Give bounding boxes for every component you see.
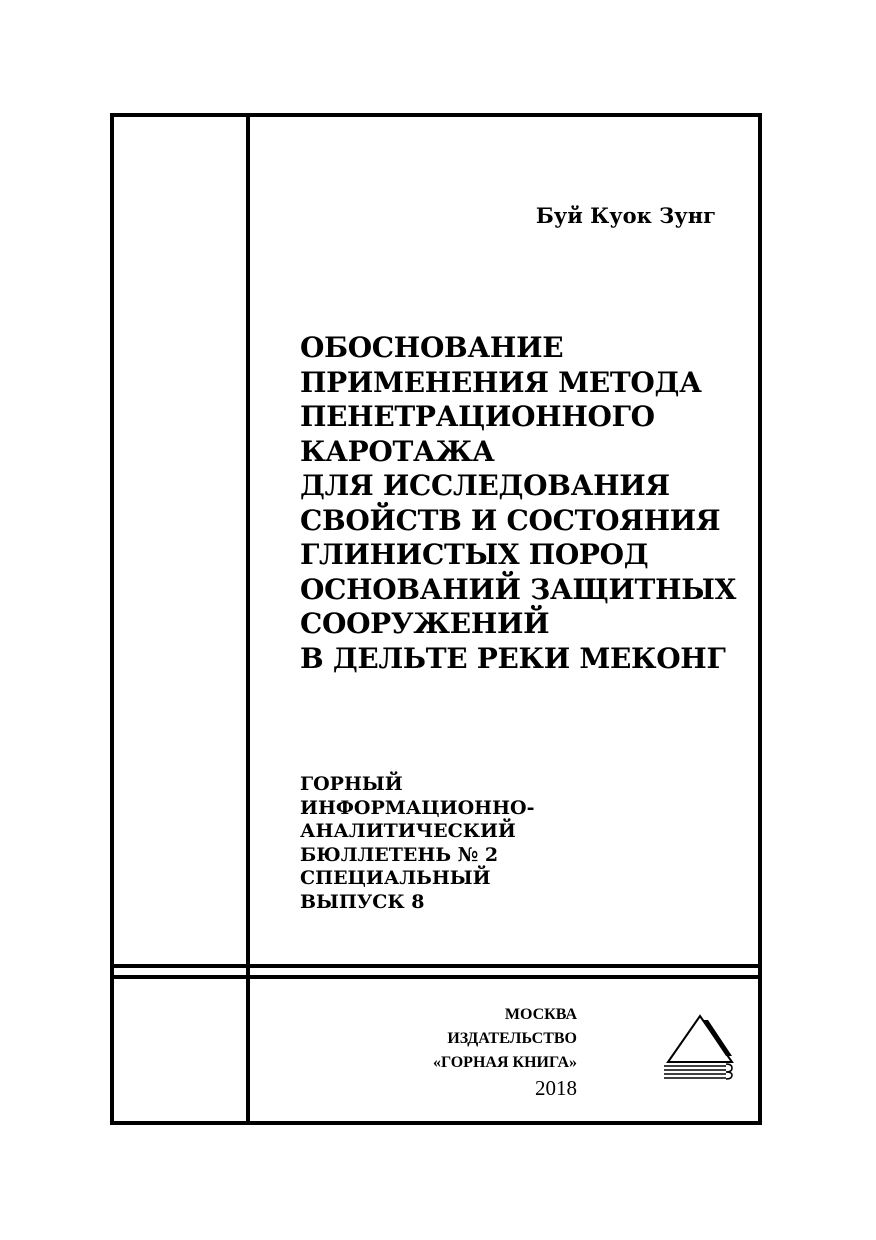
title-line: В ДЕЛЬТЕ РЕКИ МЕКОНГ	[300, 641, 726, 675]
series-line: ИНФОРМАЦИОННО-	[300, 796, 535, 819]
series-line: СПЕЦИАЛЬНЫЙ	[300, 867, 491, 890]
footer-rule-top	[110, 964, 762, 968]
footer-rule-bottom	[110, 975, 762, 979]
title-line: ОБОСНОВАНИЕ	[300, 331, 564, 364]
publisher-triangle-book-icon	[662, 1012, 734, 1082]
title-line: СВОЙСТВ И СОСТОЯНИЯ	[300, 503, 721, 537]
series-line: ГОРНЫЙ	[300, 773, 403, 795]
series-line: ВЫПУСК 8	[300, 890, 425, 913]
title-line: ДЛЯ ИССЛЕДОВАНИЯ	[300, 469, 670, 502]
author-name: Буй Куок Зунг	[535, 203, 716, 228]
title-line: ПРИМЕНЕНИЯ МЕТОДА	[300, 365, 702, 399]
title-line: ГЛИНИСТЫХ ПОРОД	[300, 538, 649, 571]
book-title	[300, 331, 740, 676]
publisher-house: ИЗДАТЕЛЬСТВО	[447, 1030, 577, 1047]
title-line: ОСНОВАНИЙ ЗАЩИТНЫХ	[300, 572, 737, 606]
publisher-name: «ГОРНАЯ КНИГА»	[432, 1054, 577, 1071]
series-name	[300, 773, 620, 915]
publication-year: 2018	[535, 1076, 577, 1100]
series-line: АНАЛИТИЧЕСКИЙ	[300, 820, 516, 843]
publisher-city: МОСКВА	[504, 1006, 577, 1023]
title-line: ПЕНЕТРАЦИОННОГО	[300, 400, 655, 433]
title-line: СООРУЖЕНИЙ	[300, 607, 550, 640]
series-line: БЮЛЛЕТЕНЬ № 2	[300, 843, 499, 866]
publisher-block	[400, 1003, 577, 1101]
left-margin-rule	[246, 113, 250, 1125]
title-line: КАРОТАЖА	[300, 434, 495, 468]
